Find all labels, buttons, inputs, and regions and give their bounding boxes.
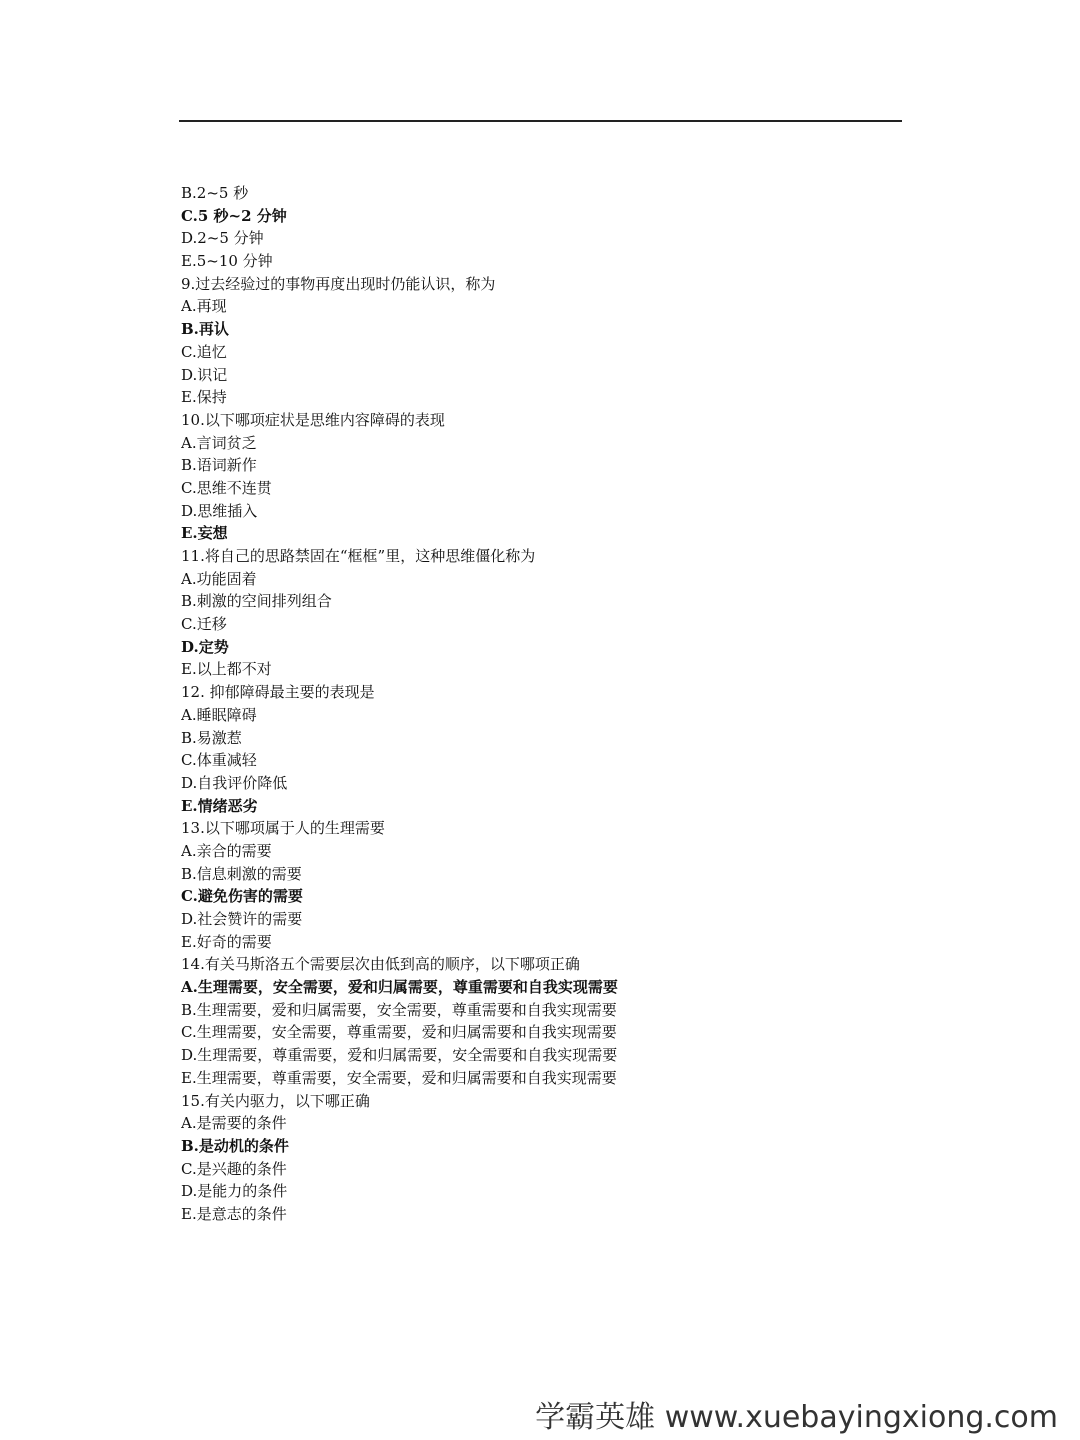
question-line: 13.以下哪项属于人的生理需要 (181, 819, 385, 838)
question-line: 10.以下哪项症状是思维内容障碍的表现 (181, 410, 445, 429)
answer-line: A.生理需要，安全需要，爱和归属需要，尊重需要和自我实现需要 (181, 978, 618, 997)
option-line: A.是需要的条件 (181, 1114, 287, 1133)
answer-line: B.再认 (181, 320, 229, 339)
question-line: 15.有关内驱力，以下哪正确 (181, 1091, 370, 1110)
option-line: B.语词新作 (181, 456, 257, 475)
option-line: E.保持 (181, 388, 227, 407)
option-line: C.迁移 (181, 615, 227, 634)
option-line: E.生理需要，尊重需要，安全需要，爱和归属需要和自我实现需要 (181, 1068, 617, 1087)
option-line: E.以上都不对 (181, 660, 272, 679)
answer-line: C.避免伤害的需要 (181, 887, 303, 906)
option-line: C.是兴趣的条件 (181, 1159, 287, 1178)
question-line: 11.将自己的思路禁固在“框框”里，这种思维僵化称为 (181, 547, 536, 565)
answer-line: E.妄想 (181, 524, 228, 543)
answer-line: E.情绪恶劣 (181, 796, 258, 815)
option-line: E.好奇的需要 (181, 932, 272, 951)
option-line: D.社会赞许的需要 (181, 910, 303, 928)
option-line: C.思维不连贯 (181, 478, 272, 497)
option-line: B.生理需要，爱和归属需要，安全需要，尊重需要和自我实现需要 (181, 1000, 617, 1019)
document-body (181, 182, 901, 1226)
option-line: D.生理需要，尊重需要，爱和归属需要，安全需要和自我实现需要 (181, 1046, 618, 1065)
option-line: C.生理需要，安全需要，尊重需要，爱和归属需要和自我实现需要 (181, 1023, 617, 1042)
question-line: 12. 抑郁障碍最主要的表现是 (181, 683, 375, 702)
option-line: D.是能力的条件 (181, 1182, 288, 1201)
question-line: 9.过去经验过的事物再度出现时仍能认识，称为 (181, 274, 496, 293)
option-line: E.是意志的条件 (181, 1204, 287, 1223)
option-line: E.5~10 分钟 (181, 252, 273, 271)
option-line: B.易激惹 (181, 728, 242, 747)
option-line: D.自我评价降低 (181, 773, 288, 792)
option-line: D.2~5 分钟 (181, 229, 264, 248)
option-line: D.识记 (181, 365, 228, 384)
site-watermark: 学霸英雄 www.xuebayingxiong.com (535, 1400, 1058, 1435)
question-line: 14.有关马斯洛五个需要层次由低到高的顺序，以下哪项正确 (181, 955, 580, 974)
header-rule (179, 120, 902, 122)
option-line: A.功能固着 (181, 569, 257, 588)
option-line: B.信息刺激的需要 (181, 864, 302, 883)
option-line: D.思维插入 (181, 501, 258, 520)
answer-line: D.定势 (181, 637, 229, 656)
option-line: A.言词贫乏 (181, 433, 257, 452)
option-line: A.睡眠障碍 (181, 705, 257, 724)
option-line: B.2~5 秒 (181, 184, 249, 202)
option-line: B.刺激的空间排列组合 (181, 592, 332, 611)
option-line: C.追忆 (181, 342, 227, 361)
option-line: A.再现 (181, 297, 227, 316)
answer-line: C.5 秒~2 分钟 (181, 206, 287, 225)
option-line: A.亲合的需要 (181, 841, 272, 860)
answer-line: B.是动机的条件 (181, 1136, 289, 1155)
option-line: C.体重减轻 (181, 751, 257, 770)
